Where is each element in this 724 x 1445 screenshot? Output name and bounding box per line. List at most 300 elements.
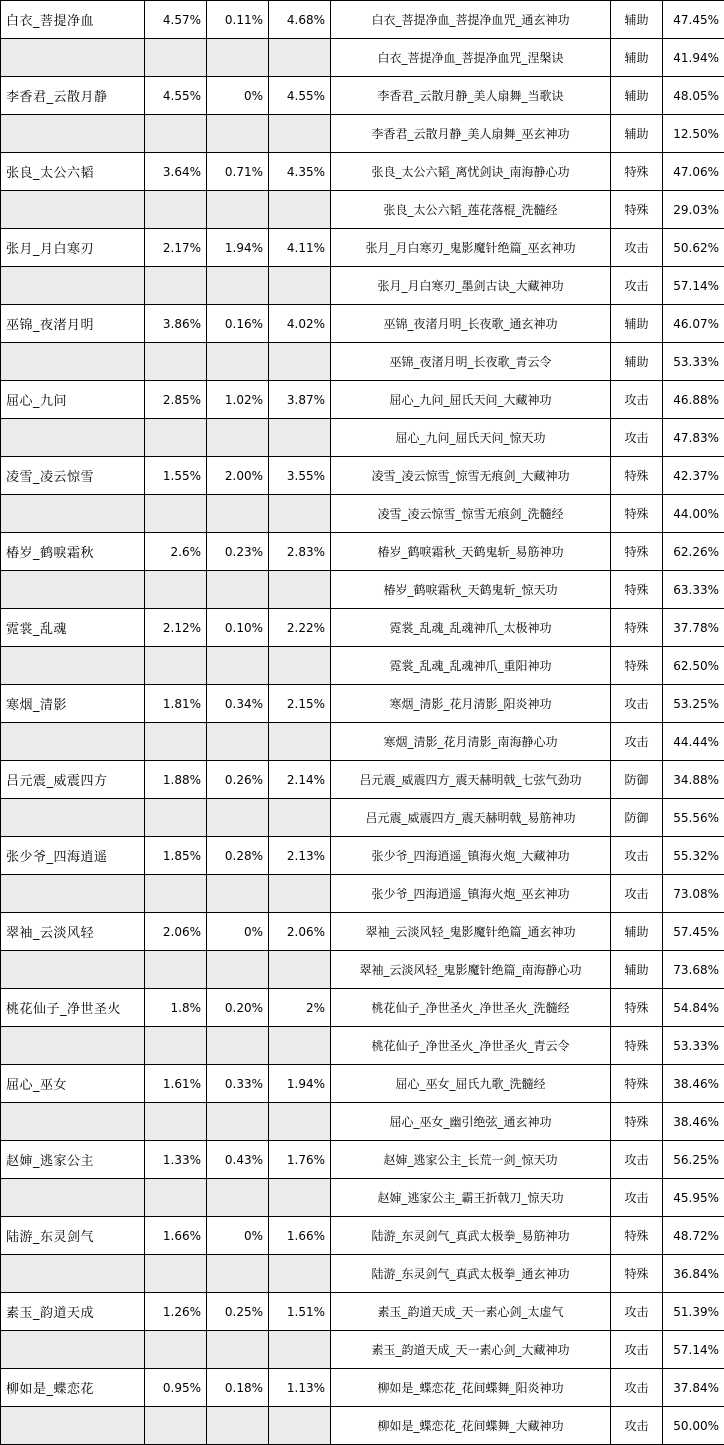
character-name-cell: [1, 723, 145, 761]
value-2-cell: 0.28%: [207, 837, 269, 875]
skill-build-cell: 张月_月白寒刃_墨剑古诀_大藏神功: [331, 267, 611, 305]
win-rate-cell: 54.84%: [663, 989, 724, 1027]
character-name-cell: [1, 115, 145, 153]
value-2-cell: 0%: [207, 77, 269, 115]
value-3-cell: [269, 723, 331, 761]
value-3-cell: 2.13%: [269, 837, 331, 875]
skill-build-cell: 霓裳_乱魂_乱魂神爪_重阳神功: [331, 647, 611, 685]
role-type-cell: 辅助: [611, 77, 663, 115]
value-1-cell: 4.57%: [145, 1, 207, 39]
role-type-cell: 防御: [611, 761, 663, 799]
character-name-cell: [1, 419, 145, 457]
character-name-cell: [1, 951, 145, 989]
role-type-cell: 攻击: [611, 685, 663, 723]
table-row: [1, 191, 724, 229]
value-1-cell: [145, 1027, 207, 1065]
value-2-cell: [207, 799, 269, 837]
skill-build-cell: 霓裳_乱魂_乱魂神爪_太极神功: [331, 609, 611, 647]
table-row: [1, 1331, 724, 1369]
value-2-cell: [207, 1407, 269, 1445]
value-1-cell: [145, 191, 207, 229]
win-rate-cell: 73.68%: [663, 951, 724, 989]
win-rate-cell: 48.05%: [663, 77, 724, 115]
table-row: [1, 1179, 724, 1217]
table-row: [1, 913, 724, 951]
table-row: [1, 267, 724, 305]
table-row: [1, 153, 724, 191]
value-3-cell: [269, 1103, 331, 1141]
value-2-cell: 0.34%: [207, 685, 269, 723]
value-2-cell: 0.25%: [207, 1293, 269, 1331]
value-2-cell: 0.71%: [207, 153, 269, 191]
win-rate-cell: 37.84%: [663, 1369, 724, 1407]
table-row: [1, 77, 724, 115]
value-3-cell: [269, 799, 331, 837]
role-type-cell: 特殊: [611, 1065, 663, 1103]
value-1-cell: 4.55%: [145, 77, 207, 115]
skill-build-cell: 寒烟_清影_花月清影_南海静心功: [331, 723, 611, 761]
character-name-cell: 柳如是_蝶恋花: [1, 1369, 145, 1407]
character-name-cell: [1, 495, 145, 533]
value-3-cell: [269, 267, 331, 305]
character-name-cell: 赵婶_逃家公主: [1, 1141, 145, 1179]
win-rate-cell: 57.45%: [663, 913, 724, 951]
role-type-cell: 攻击: [611, 837, 663, 875]
table-row: [1, 1217, 724, 1255]
value-1-cell: 2.17%: [145, 229, 207, 267]
value-2-cell: [207, 723, 269, 761]
value-1-cell: 2.6%: [145, 533, 207, 571]
role-type-cell: 特殊: [611, 153, 663, 191]
role-type-cell: 特殊: [611, 1027, 663, 1065]
value-1-cell: 0.95%: [145, 1369, 207, 1407]
role-type-cell: 辅助: [611, 1, 663, 39]
value-2-cell: 0%: [207, 1217, 269, 1255]
value-1-cell: [145, 39, 207, 77]
skill-build-cell: 张月_月白寒刃_鬼影魔针绝篇_巫玄神功: [331, 229, 611, 267]
role-type-cell: 攻击: [611, 1141, 663, 1179]
character-name-cell: 张少爷_四海逍遥: [1, 837, 145, 875]
role-type-cell: 特殊: [611, 533, 663, 571]
table-row: [1, 457, 724, 495]
skill-build-cell: 吕元震_威震四方_震天赫明戟_易筋神功: [331, 799, 611, 837]
skill-build-cell: 李香君_云散月静_美人扇舞_巫玄神功: [331, 115, 611, 153]
value-3-cell: 2%: [269, 989, 331, 1027]
skill-build-cell: 凌雪_凌云惊雪_惊雪无痕剑_洗髓经: [331, 495, 611, 533]
character-name-cell: 张月_月白寒刃: [1, 229, 145, 267]
value-2-cell: 0.16%: [207, 305, 269, 343]
character-name-cell: [1, 799, 145, 837]
role-type-cell: 辅助: [611, 115, 663, 153]
value-3-cell: [269, 191, 331, 229]
table-row: [1, 685, 724, 723]
value-1-cell: [145, 875, 207, 913]
skill-build-cell: 寒烟_清影_花月清影_阳炎神功: [331, 685, 611, 723]
character-name-cell: [1, 343, 145, 381]
skill-build-cell: 素玉_韵道天成_天一素心剑_太虚气: [331, 1293, 611, 1331]
table-row: [1, 723, 724, 761]
character-name-cell: 张良_太公六韬: [1, 153, 145, 191]
role-type-cell: 特殊: [611, 571, 663, 609]
table-row: [1, 115, 724, 153]
win-rate-cell: 48.72%: [663, 1217, 724, 1255]
character-name-cell: 李香君_云散月静: [1, 77, 145, 115]
value-3-cell: 4.11%: [269, 229, 331, 267]
value-3-cell: [269, 419, 331, 457]
table-row: [1, 39, 724, 77]
role-type-cell: 特殊: [611, 989, 663, 1027]
value-2-cell: 0.43%: [207, 1141, 269, 1179]
value-3-cell: [269, 343, 331, 381]
character-name-cell: 寒烟_清影: [1, 685, 145, 723]
value-2-cell: 1.02%: [207, 381, 269, 419]
value-1-cell: [145, 343, 207, 381]
value-3-cell: 2.22%: [269, 609, 331, 647]
value-1-cell: 1.26%: [145, 1293, 207, 1331]
win-rate-cell: 47.06%: [663, 153, 724, 191]
skill-build-cell: 柳如是_蝶恋花_花间蝶舞_阳炎神功: [331, 1369, 611, 1407]
win-rate-cell: 56.25%: [663, 1141, 724, 1179]
value-3-cell: [269, 39, 331, 77]
skill-build-cell: 屈心_巫女_幽引绝弦_通玄神功: [331, 1103, 611, 1141]
value-2-cell: 0.18%: [207, 1369, 269, 1407]
character-name-cell: 桃花仙子_净世圣火: [1, 989, 145, 1027]
value-1-cell: 1.33%: [145, 1141, 207, 1179]
value-1-cell: 2.06%: [145, 913, 207, 951]
value-2-cell: 2.00%: [207, 457, 269, 495]
value-3-cell: 4.55%: [269, 77, 331, 115]
value-1-cell: [145, 951, 207, 989]
win-rate-cell: 47.83%: [663, 419, 724, 457]
win-rate-cell: 46.88%: [663, 381, 724, 419]
table-row: [1, 1293, 724, 1331]
table-row: [1, 1, 724, 39]
role-type-cell: 攻击: [611, 875, 663, 913]
role-type-cell: 辅助: [611, 951, 663, 989]
value-3-cell: [269, 647, 331, 685]
table-row: [1, 761, 724, 799]
value-2-cell: [207, 951, 269, 989]
character-name-cell: [1, 1103, 145, 1141]
skill-build-cell: 素玉_韵道天成_天一素心剑_大藏神功: [331, 1331, 611, 1369]
win-rate-cell: 44.00%: [663, 495, 724, 533]
role-type-cell: 特殊: [611, 1103, 663, 1141]
character-name-cell: [1, 1027, 145, 1065]
win-rate-cell: 62.26%: [663, 533, 724, 571]
value-2-cell: [207, 495, 269, 533]
role-type-cell: 特殊: [611, 609, 663, 647]
skill-build-cell: 翠袖_云淡风轻_鬼影魔针绝篇_通玄神功: [331, 913, 611, 951]
value-1-cell: [145, 1103, 207, 1141]
table-row: [1, 343, 724, 381]
role-type-cell: 攻击: [611, 1179, 663, 1217]
character-name-cell: 霓裳_乱魂: [1, 609, 145, 647]
skill-build-cell: 陆游_东灵剑气_真武太极拳_易筋神功: [331, 1217, 611, 1255]
win-rate-cell: 51.39%: [663, 1293, 724, 1331]
character-name-cell: [1, 39, 145, 77]
value-1-cell: 1.55%: [145, 457, 207, 495]
value-3-cell: 4.35%: [269, 153, 331, 191]
character-name-cell: [1, 647, 145, 685]
win-rate-cell: 38.46%: [663, 1103, 724, 1141]
skill-build-cell: 桃花仙子_净世圣火_净世圣火_洗髓经: [331, 989, 611, 1027]
value-1-cell: 1.85%: [145, 837, 207, 875]
table-row: [1, 875, 724, 913]
role-type-cell: 攻击: [611, 419, 663, 457]
value-1-cell: [145, 571, 207, 609]
value-3-cell: [269, 495, 331, 533]
skill-build-cell: 桃花仙子_净世圣火_净世圣火_青云令: [331, 1027, 611, 1065]
character-name-cell: 凌雪_凌云惊雪: [1, 457, 145, 495]
character-name-cell: [1, 571, 145, 609]
skill-build-cell: 赵婶_逃家公主_霸王折戟刀_惊天功: [331, 1179, 611, 1217]
skill-build-cell: 屈心_九问_屈氏天问_大藏神功: [331, 381, 611, 419]
skill-build-cell: 张少爷_四海逍遥_镇海火炮_巫玄神功: [331, 875, 611, 913]
value-3-cell: [269, 115, 331, 153]
win-rate-cell: 62.50%: [663, 647, 724, 685]
skill-build-cell: 陆游_东灵剑气_真武太极拳_通玄神功: [331, 1255, 611, 1293]
table-row: [1, 1255, 724, 1293]
win-rate-cell: 53.25%: [663, 685, 724, 723]
win-rate-cell: 63.33%: [663, 571, 724, 609]
value-1-cell: [145, 1331, 207, 1369]
table-row: [1, 1065, 724, 1103]
win-rate-cell: 36.84%: [663, 1255, 724, 1293]
value-2-cell: [207, 647, 269, 685]
value-3-cell: [269, 1331, 331, 1369]
win-rate-cell: 37.78%: [663, 609, 724, 647]
character-name-cell: [1, 1331, 145, 1369]
value-3-cell: 4.68%: [269, 1, 331, 39]
skill-build-cell: 巫锦_夜渚月明_长夜歌_青云令: [331, 343, 611, 381]
value-2-cell: [207, 1103, 269, 1141]
value-2-cell: 0.20%: [207, 989, 269, 1027]
skill-build-cell: 张良_太公六韬_离忧剑诀_南海静心功: [331, 153, 611, 191]
role-type-cell: 特殊: [611, 1255, 663, 1293]
win-rate-cell: 44.44%: [663, 723, 724, 761]
win-rate-cell: 29.03%: [663, 191, 724, 229]
value-1-cell: [145, 495, 207, 533]
table-row: [1, 1103, 724, 1141]
role-type-cell: 攻击: [611, 381, 663, 419]
value-1-cell: 2.12%: [145, 609, 207, 647]
value-3-cell: [269, 951, 331, 989]
win-rate-cell: 57.14%: [663, 1331, 724, 1369]
value-1-cell: 1.88%: [145, 761, 207, 799]
value-2-cell: [207, 419, 269, 457]
win-rate-cell: 42.37%: [663, 457, 724, 495]
skill-build-cell: 屈心_九问_屈氏天问_惊天功: [331, 419, 611, 457]
skill-build-cell: 凌雪_凌云惊雪_惊雪无痕剑_大藏神功: [331, 457, 611, 495]
skill-build-cell: 白衣_菩提净血_菩提净血咒_通玄神功: [331, 1, 611, 39]
value-3-cell: [269, 875, 331, 913]
skill-build-cell: 李香君_云散月静_美人扇舞_当歌诀: [331, 77, 611, 115]
character-name-cell: [1, 267, 145, 305]
value-1-cell: 1.66%: [145, 1217, 207, 1255]
value-2-cell: [207, 1179, 269, 1217]
role-type-cell: 特殊: [611, 191, 663, 229]
role-type-cell: 攻击: [611, 1369, 663, 1407]
value-2-cell: 0.11%: [207, 1, 269, 39]
skill-build-cell: 张良_太公六韬_莲花落棍_洗髓经: [331, 191, 611, 229]
value-2-cell: [207, 267, 269, 305]
value-1-cell: [145, 1179, 207, 1217]
role-type-cell: 攻击: [611, 229, 663, 267]
value-2-cell: 0.26%: [207, 761, 269, 799]
win-rate-cell: 46.07%: [663, 305, 724, 343]
value-2-cell: [207, 1027, 269, 1065]
table-row: [1, 571, 724, 609]
role-type-cell: 特殊: [611, 495, 663, 533]
character-name-cell: 陆游_东灵剑气: [1, 1217, 145, 1255]
role-type-cell: 攻击: [611, 267, 663, 305]
value-2-cell: 0.23%: [207, 533, 269, 571]
skill-build-cell: 张少爷_四海逍遥_镇海火炮_大藏神功: [331, 837, 611, 875]
table-row: [1, 951, 724, 989]
win-rate-cell: 57.14%: [663, 267, 724, 305]
skill-build-cell: 屈心_巫女_屈氏九歌_洗髓经: [331, 1065, 611, 1103]
role-type-cell: 特殊: [611, 647, 663, 685]
win-rate-cell: 55.56%: [663, 799, 724, 837]
value-1-cell: [145, 647, 207, 685]
character-name-cell: 屈心_九问: [1, 381, 145, 419]
value-1-cell: [145, 799, 207, 837]
value-3-cell: [269, 1407, 331, 1445]
table-row: [1, 799, 724, 837]
role-type-cell: 辅助: [611, 343, 663, 381]
character-name-cell: [1, 1407, 145, 1445]
skill-build-cell: 吕元震_威震四方_震天赫明戟_七弦气劲功: [331, 761, 611, 799]
value-2-cell: [207, 191, 269, 229]
character-name-cell: [1, 1255, 145, 1293]
table-row: [1, 229, 724, 267]
win-rate-cell: 45.95%: [663, 1179, 724, 1217]
value-3-cell: 3.55%: [269, 457, 331, 495]
role-type-cell: 辅助: [611, 305, 663, 343]
value-1-cell: [145, 1407, 207, 1445]
value-2-cell: [207, 343, 269, 381]
value-3-cell: 2.83%: [269, 533, 331, 571]
role-type-cell: 辅助: [611, 913, 663, 951]
role-type-cell: 防御: [611, 799, 663, 837]
value-3-cell: 3.87%: [269, 381, 331, 419]
value-2-cell: [207, 571, 269, 609]
value-2-cell: 0%: [207, 913, 269, 951]
value-1-cell: [145, 723, 207, 761]
table-row: [1, 1407, 724, 1445]
table-row: [1, 1027, 724, 1065]
value-3-cell: 2.15%: [269, 685, 331, 723]
character-name-cell: 屈心_巫女: [1, 1065, 145, 1103]
value-2-cell: 1.94%: [207, 229, 269, 267]
win-rate-cell: 50.00%: [663, 1407, 724, 1445]
skill-build-cell: 椿岁_鹤唳霜秋_天鹤鬼斩_惊天功: [331, 571, 611, 609]
value-1-cell: 1.61%: [145, 1065, 207, 1103]
value-2-cell: 0.10%: [207, 609, 269, 647]
value-2-cell: 0.33%: [207, 1065, 269, 1103]
table-row: [1, 609, 724, 647]
value-3-cell: 1.94%: [269, 1065, 331, 1103]
skill-build-cell: 椿岁_鹤唳霜秋_天鹤鬼斩_易筋神功: [331, 533, 611, 571]
value-3-cell: [269, 1255, 331, 1293]
table-row: [1, 647, 724, 685]
value-3-cell: 1.66%: [269, 1217, 331, 1255]
role-type-cell: 特殊: [611, 457, 663, 495]
table-row: [1, 419, 724, 457]
win-rate-cell: 12.50%: [663, 115, 724, 153]
value-3-cell: 2.14%: [269, 761, 331, 799]
table-body: [1, 1, 724, 1445]
table-row: [1, 533, 724, 571]
value-1-cell: 3.86%: [145, 305, 207, 343]
character-name-cell: 翠袖_云淡风轻: [1, 913, 145, 951]
value-1-cell: [145, 1255, 207, 1293]
value-3-cell: [269, 1027, 331, 1065]
win-rate-cell: 55.32%: [663, 837, 724, 875]
win-rate-cell: 50.62%: [663, 229, 724, 267]
win-rate-cell: 41.94%: [663, 39, 724, 77]
value-1-cell: 1.81%: [145, 685, 207, 723]
win-rate-cell: 53.33%: [663, 343, 724, 381]
value-3-cell: 1.51%: [269, 1293, 331, 1331]
value-3-cell: 1.76%: [269, 1141, 331, 1179]
value-2-cell: [207, 39, 269, 77]
win-rate-cell: 47.45%: [663, 1, 724, 39]
win-rate-cell: 34.88%: [663, 761, 724, 799]
skill-build-cell: 白衣_菩提净血_菩提净血咒_涅槃诀: [331, 39, 611, 77]
value-2-cell: [207, 875, 269, 913]
table-row: [1, 305, 724, 343]
role-type-cell: 攻击: [611, 1331, 663, 1369]
value-3-cell: 4.02%: [269, 305, 331, 343]
character-name-cell: 吕元震_威震四方: [1, 761, 145, 799]
character-name-cell: 白衣_菩提净血: [1, 1, 145, 39]
table-row: [1, 989, 724, 1027]
value-2-cell: [207, 1255, 269, 1293]
value-3-cell: 2.06%: [269, 913, 331, 951]
character-name-cell: 素玉_韵道天成: [1, 1293, 145, 1331]
value-3-cell: 1.13%: [269, 1369, 331, 1407]
character-name-cell: 巫锦_夜渚月明: [1, 305, 145, 343]
skill-build-cell: 柳如是_蝶恋花_花间蝶舞_大藏神功: [331, 1407, 611, 1445]
value-2-cell: [207, 115, 269, 153]
table-row: [1, 381, 724, 419]
skill-build-cell: 巫锦_夜渚月明_长夜歌_通玄神功: [331, 305, 611, 343]
role-type-cell: 攻击: [611, 1293, 663, 1331]
value-1-cell: 1.8%: [145, 989, 207, 1027]
value-3-cell: [269, 571, 331, 609]
character-name-cell: 椿岁_鹤唳霜秋: [1, 533, 145, 571]
win-rate-cell: 38.46%: [663, 1065, 724, 1103]
role-type-cell: 攻击: [611, 723, 663, 761]
skill-build-cell: 翠袖_云淡风轻_鬼影魔针绝篇_南海静心功: [331, 951, 611, 989]
table-row: [1, 1369, 724, 1407]
role-type-cell: 辅助: [611, 39, 663, 77]
value-1-cell: [145, 419, 207, 457]
value-1-cell: [145, 115, 207, 153]
value-2-cell: [207, 1331, 269, 1369]
character-name-cell: [1, 875, 145, 913]
role-type-cell: 攻击: [611, 1407, 663, 1445]
character-name-cell: [1, 191, 145, 229]
win-rate-cell: 73.08%: [663, 875, 724, 913]
value-1-cell: [145, 267, 207, 305]
character-name-cell: [1, 1179, 145, 1217]
win-rate-cell: 53.33%: [663, 1027, 724, 1065]
table-row: [1, 1141, 724, 1179]
role-type-cell: 特殊: [611, 1217, 663, 1255]
value-1-cell: 3.64%: [145, 153, 207, 191]
